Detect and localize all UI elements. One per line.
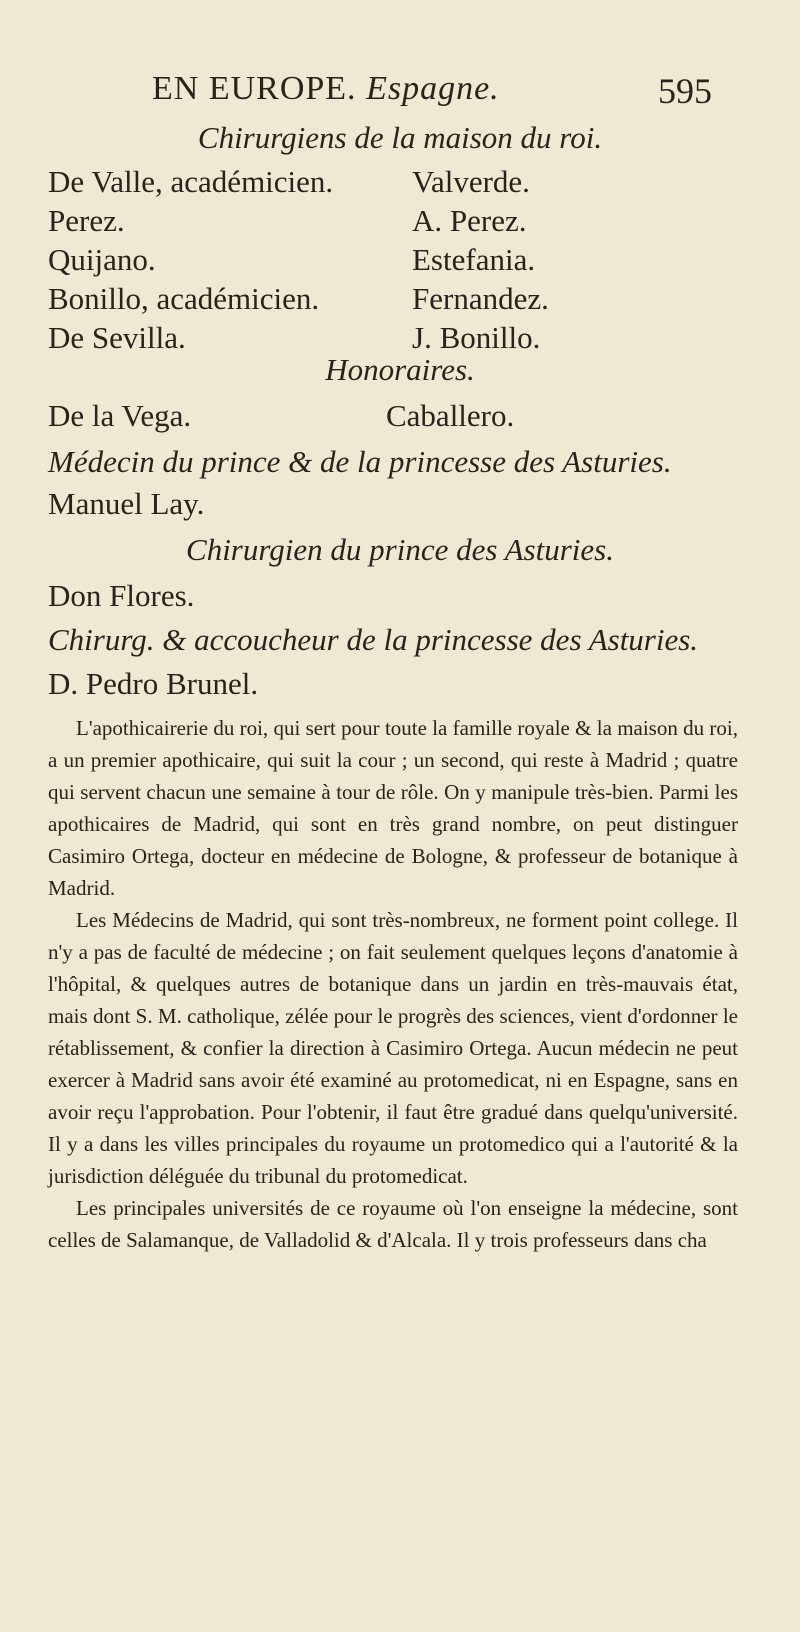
page-number: 595 (658, 71, 712, 111)
running-title-country: Espagne. (366, 70, 500, 107)
prince-surgeon-name: Don Flores. (48, 578, 195, 613)
surgeon-name: Perez. (48, 203, 125, 238)
surgeon-name: J. Bonillo. (412, 320, 541, 355)
paragraph-apothicairerie: L'apothicairerie du roi, qui sert pour toute la famille royale & la maison du roi, a un premier apothicaire, qui suit la cour ; un second, qui reste à Madrid ; quatre qui servent chacun une semaine à tour de rôle. On y manipule très-bien. Parmi les apothicaires de Madrid, qui sont en très grand nombre, on peut distinguer Casimiro Ortega, docteur en médecine de Bologne, & professeur de botanique à Madrid. (48, 716, 738, 900)
surgeons-heading: Chirurgiens de la maison du roi. (197, 120, 603, 155)
surgeon-name: Estefania. (412, 242, 536, 277)
running-title (152, 70, 500, 108)
running-title-prefix: EN EUROPE. (152, 70, 357, 107)
prince-physician-heading: Médecin du prince & de la princesse des Asturies. (48, 444, 672, 479)
princess-surgeon-name: D. Pedro Brunel. (48, 666, 259, 701)
princess-surgeon-heading: Chirurg. & accoucheur de la princesse des Asturies. (48, 622, 699, 657)
page-header (152, 70, 712, 118)
surgeon-name: Valverde. (412, 164, 530, 199)
surgeon-name: Fernandez. (412, 281, 549, 316)
surgeons-right-column (412, 162, 549, 357)
surgeon-name: De Sevilla. (48, 320, 186, 355)
honoraire-name-left: De la Vega. (48, 398, 192, 433)
prince-physician-name: Manuel Lay. (48, 486, 205, 521)
body-text (48, 712, 738, 1256)
surgeons-left-column (48, 162, 333, 357)
honoraire-name-right: Caballero. (386, 398, 515, 433)
surgeon-name: Bonillo, académicien. (48, 281, 320, 316)
prince-surgeon-heading: Chirurgien du prince des Asturies. (186, 532, 614, 567)
surgeon-name: A. Perez. (412, 203, 527, 238)
surgeon-name: Quijano. (48, 242, 156, 277)
surgeon-name: De Valle, académicien. (48, 164, 334, 199)
paragraph-universites: Les principales universités de ce royaume où l'on enseigne la médecine, sont celles de Salamanque, de Valladolid & d'Alcala. Il y trois professeurs dans cha (48, 1196, 738, 1252)
paragraph-medecins: Les Médecins de Madrid, qui sont très-nombreux, ne forment point college. Il n'y a pas de faculté de médecine ; on fait seulement quelques leçons d'anatomie à l'hôpital, & quelques autres de botanique dans un jardin en très-mauvais état, mais dont S. M. catholique, zélée pour le progrès des sciences, vient d'ordonner le rétablissement, & confier la direction à Casimiro Ortega. Aucun médecin ne peut exercer à Madrid sans avoir été examiné au protomedicat, ni en Espagne, sans en avoir reçu l'approbation. Pour l'obtenir, il faut être gradué dans quelqu'université. Il y a dans les villes principales du royaume un protomedico qui a l'autorité & la jurisdiction déléguée du tribunal du protomedicat. (48, 908, 738, 1188)
honoraires-heading: Honoraires. (325, 352, 475, 387)
